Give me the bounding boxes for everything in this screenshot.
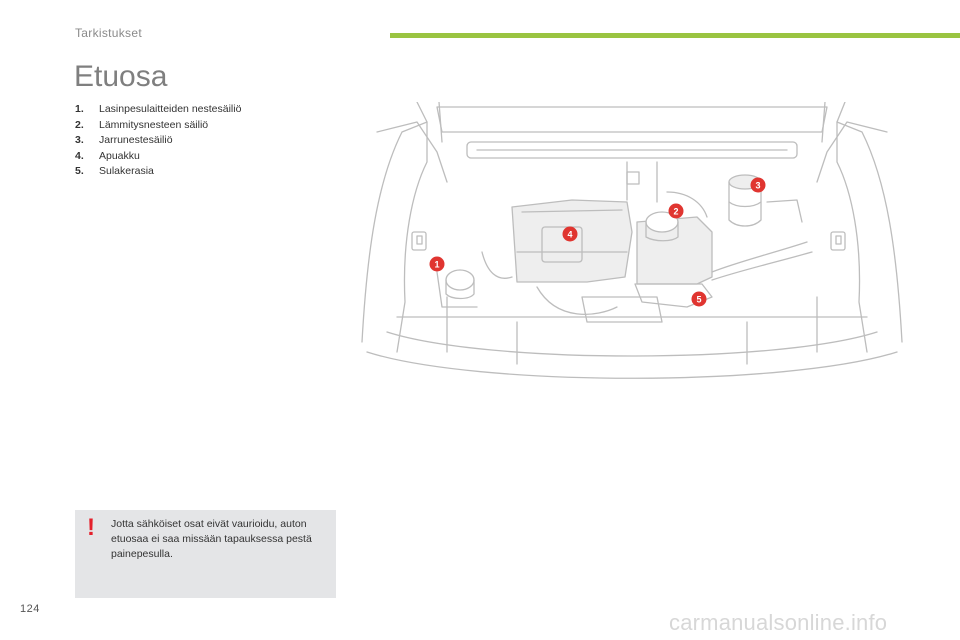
warning-box <box>75 510 336 598</box>
legend-number: 5. <box>75 165 84 177</box>
section-label: Tarkistukset <box>75 26 142 40</box>
legend-label: Apuakku <box>99 149 140 162</box>
svg-text:1: 1 <box>434 259 440 270</box>
legend-item <box>75 133 241 149</box>
callout-5 <box>692 292 707 307</box>
svg-text:5: 5 <box>696 294 702 305</box>
watermark: carmanualsonline.info <box>669 610 888 635</box>
legend-label: Lämmitysnesteen säiliö <box>99 118 209 131</box>
legend-number: 2. <box>75 118 84 131</box>
callout-1 <box>430 257 445 272</box>
legend-item <box>75 164 241 180</box>
page-title: Etuosa <box>74 60 168 93</box>
svg-text:2: 2 <box>673 206 679 217</box>
legend-number: 3. <box>75 134 84 146</box>
legend-item <box>75 149 241 165</box>
callout-3 <box>751 178 766 193</box>
header-accent-bar <box>390 33 960 38</box>
svg-text:3: 3 <box>755 180 761 191</box>
svg-text:4: 4 <box>567 229 573 240</box>
warning-text: Jotta sähköiset osat eivät vaurioidu, auton etuosaa ei saa missään tapauksessa pestä painepesulla. <box>111 518 312 560</box>
callout-4 <box>563 227 578 242</box>
callout-2 <box>669 204 684 219</box>
legend-label: Sulakerasia <box>99 165 154 177</box>
legend-label: Lasinpesulaitteiden nestesäiliö <box>99 103 242 115</box>
legend-label: Jarrunestesäiliö <box>99 134 173 146</box>
component-legend <box>75 102 241 180</box>
exclamation-icon: ! <box>87 514 95 541</box>
legend-item <box>75 102 241 118</box>
legend-item <box>75 118 241 134</box>
legend-number: 4. <box>75 149 84 162</box>
engine-bay-illustration <box>357 102 907 384</box>
legend-number: 1. <box>75 103 84 115</box>
page-number: 124 <box>20 603 40 615</box>
